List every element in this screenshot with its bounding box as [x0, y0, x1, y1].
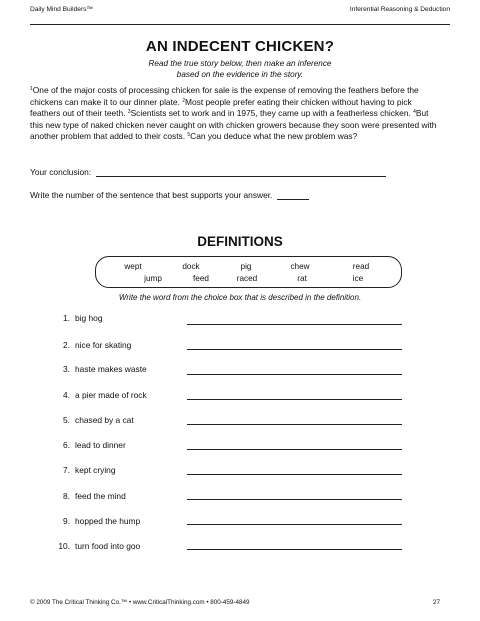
item-clue: kept crying [75, 465, 116, 475]
answer-line[interactable] [187, 424, 402, 425]
answer-line[interactable] [187, 549, 402, 550]
sentence-number-row [30, 190, 309, 200]
page-footer [30, 599, 440, 606]
definition-item [50, 364, 147, 374]
definition-item [50, 465, 116, 475]
item-number: 1. [63, 313, 70, 323]
definition-item [50, 516, 140, 526]
item-number: 3. [63, 364, 70, 374]
definitions-instructions: Write the word from the choice box that is described in the definition. [118, 293, 362, 302]
choice-word: raced [236, 274, 258, 283]
item-number: 9. [63, 516, 70, 526]
answer-line[interactable] [187, 349, 402, 350]
sentence: Most people prefer eating their chicken without having to pick feathers out of their teeth. [30, 96, 412, 119]
sentence: But this new type of naked chicken never caught on with chicken growers because they soon were presented with another problem that added to their costs. [30, 108, 437, 142]
sentence: One of the major costs of processing chicken for sale is the expense of removing the feathers before the chickens can make it to our dinner plate. [30, 85, 419, 107]
item-clue: nice for skating [75, 340, 132, 350]
item-number: 4. [63, 390, 70, 400]
answer-line[interactable] [187, 449, 402, 450]
definition-item [50, 491, 126, 501]
sentence-number: 2 [182, 97, 186, 104]
choice-word: chew [290, 262, 310, 271]
item-clue: big hog [75, 313, 103, 323]
story-instructions-line1: Read the true story below, then make an inference [148, 59, 332, 68]
choice-word: jump [144, 274, 162, 283]
item-clue: hopped the hump [75, 516, 141, 526]
conclusion-label: Your conclusion: [30, 167, 92, 177]
story-instructions-line2: based on the evidence in the story. [176, 70, 304, 79]
item-clue: haste makes waste [75, 364, 147, 374]
item-number: 10. [58, 541, 70, 551]
answer-line[interactable] [187, 324, 402, 325]
item-clue: a pier made of rock [75, 390, 147, 400]
choice-word: dock [182, 262, 200, 271]
page-number: 27 [432, 599, 440, 606]
definitions-title: DEFINITIONS [197, 234, 283, 249]
choice-word: pig [240, 262, 252, 271]
answer-line[interactable] [187, 374, 402, 375]
header-rule [30, 24, 450, 25]
answer-line[interactable] [187, 499, 402, 500]
page-header [30, 6, 450, 22]
answer-line[interactable] [187, 399, 402, 400]
sentence-number: 4 [413, 109, 416, 116]
sentence-number: 3 [127, 109, 131, 116]
sentence-number: 5 [187, 132, 191, 139]
page-title: AN INDECENT CHICKEN? [145, 38, 335, 55]
story-text [30, 85, 440, 143]
conclusion-row [30, 167, 386, 177]
conclusion-answer-line[interactable] [96, 168, 386, 177]
item-clue: turn food into goo [75, 541, 141, 551]
item-clue: chased by a cat [75, 415, 134, 425]
choice-word: rat [297, 274, 307, 283]
item-number: 5. [63, 415, 70, 425]
sentence: Scientists set to work and in 1975, they came up with a featherless chicken. [130, 108, 414, 119]
sentence: Can you deduce what the new problem was? [190, 131, 358, 142]
answer-line[interactable] [187, 474, 402, 475]
sentence-number-answer-line[interactable] [277, 191, 309, 200]
choice-word: feed [193, 274, 209, 283]
item-number: 6. [63, 440, 70, 450]
item-clue: lead to dinner [75, 440, 126, 450]
definition-item [50, 415, 134, 425]
definition-item [50, 340, 131, 350]
sentence-number-prompt: Write the number of the sentence that best supports your answer. [30, 190, 273, 200]
choice-word: wept [124, 262, 142, 271]
item-clue: feed the mind [75, 491, 126, 501]
definition-item [50, 313, 102, 323]
sentence-number: 1 [30, 86, 33, 92]
item-number: 8. [63, 491, 70, 501]
definition-item [50, 440, 126, 450]
choice-word: read [352, 262, 370, 271]
choice-box [95, 256, 402, 288]
header-right: Inferential Reasoning & Deduction [349, 6, 450, 13]
footer-copyright: © 2009 The Critical Thinking Co.™ • www.CriticalThinking.com • 800-459-4849 [30, 599, 250, 606]
choice-word: ice [352, 274, 364, 283]
item-number: 2. [63, 340, 70, 350]
item-number: 7. [63, 465, 70, 475]
story-instructions [0, 58, 480, 80]
header-left: Daily Mind Builders™ [30, 6, 94, 13]
definition-item [50, 390, 147, 400]
definition-item [50, 541, 140, 551]
answer-line[interactable] [187, 524, 402, 525]
